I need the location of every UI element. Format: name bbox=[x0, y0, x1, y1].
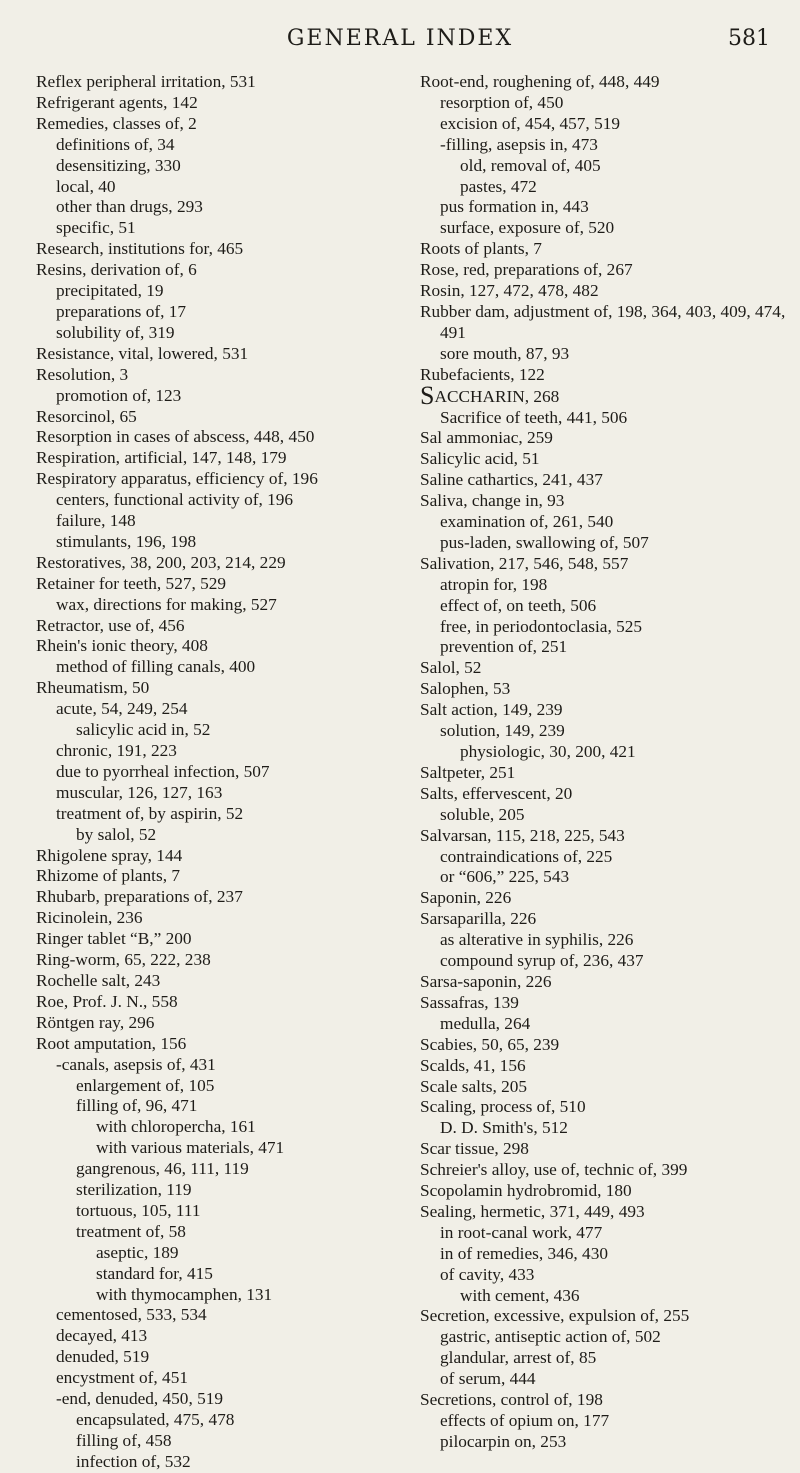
index-entry: Rose, red, preparations of, 267 bbox=[420, 260, 633, 280]
index-entry: enlargement of, 105 bbox=[76, 1075, 215, 1095]
index-entry: Resorcinol, 65 bbox=[36, 406, 137, 426]
index-entry: Sealing, hermetic, 371, 449, 493 bbox=[420, 1201, 645, 1221]
index-entry: centers, functional activity of, 196 bbox=[56, 490, 294, 510]
index-entry: Rhein's ionic theory, 408 bbox=[36, 636, 208, 656]
index-entry: in of remedies, 346, 430 bbox=[440, 1243, 608, 1263]
index-entry: Sarsaparilla, 226 bbox=[420, 909, 537, 929]
index-entry: standard for, 415 bbox=[96, 1263, 213, 1283]
index-entry: Retractor, use of, 456 bbox=[36, 615, 185, 635]
index-entry: Scopolamin hydrobromid, 180 bbox=[420, 1181, 632, 1201]
index-entry: pastes, 472 bbox=[460, 176, 537, 196]
index-entry: excision of, 454, 457, 519 bbox=[440, 113, 620, 133]
index-entry: Sacrifice of teeth, 441, 506 bbox=[440, 407, 628, 427]
index-entry: muscular, 126, 127, 163 bbox=[56, 782, 223, 802]
index-entry: Salt action, 149, 239 bbox=[420, 700, 563, 720]
index-entry: D. D. Smith's, 512 bbox=[440, 1118, 568, 1138]
index-entry: Resistance, vital, lowered, 531 bbox=[36, 343, 249, 363]
index-entry: stimulants, 196, 198 bbox=[56, 531, 197, 551]
index-entry: examination of, 261, 540 bbox=[440, 512, 614, 532]
index-entry: effect of, on teeth, 506 bbox=[440, 595, 597, 615]
index-entry: Sarsa-saponin, 226 bbox=[420, 971, 552, 991]
index-entry: Salophen, 53 bbox=[420, 679, 511, 699]
index-entry: Schreier's alloy, use of, technic of, 399 bbox=[420, 1160, 688, 1180]
index-column-left bbox=[36, 72, 406, 1473]
index-entry: denuded, 519 bbox=[56, 1347, 150, 1367]
index-entry: with thymocamphen, 131 bbox=[96, 1284, 273, 1304]
index-entry: Sassafras, 139 bbox=[420, 992, 519, 1012]
index-entry: promotion of, 123 bbox=[56, 385, 182, 405]
index-entry: Rhizome of plants, 7 bbox=[36, 866, 180, 886]
index-entry: decayed, 413 bbox=[56, 1326, 148, 1346]
index-entry: or “606,” 225, 543 bbox=[440, 867, 570, 887]
index-entry: Secretion, excessive, expulsion of, 255 bbox=[420, 1306, 690, 1326]
index-entry: Respiration, artificial, 147, 148, 179 bbox=[36, 448, 287, 468]
index-entry: Retainer for teeth, 527, 529 bbox=[36, 573, 227, 593]
index-entry: old, removal of, 405 bbox=[460, 155, 601, 175]
index-entry: of serum, 444 bbox=[440, 1369, 536, 1389]
index-entry: Scale salts, 205 bbox=[420, 1076, 528, 1096]
index-entry: due to pyorrheal infection, 507 bbox=[56, 761, 270, 781]
index-entry: sore mouth, 87, 93 bbox=[440, 343, 570, 363]
index-entry: treatment of, 58 bbox=[76, 1221, 186, 1241]
index-entry: with chloropercha, 161 bbox=[96, 1117, 256, 1137]
index-entry: Root amputation, 156 bbox=[36, 1033, 187, 1053]
index-entry: Rubefacients, 122 bbox=[420, 364, 545, 384]
index-entry: Rhubarb, preparations of, 237 bbox=[36, 887, 243, 907]
index-entry: desensitizing, 330 bbox=[56, 155, 181, 175]
index-entry: Saline cathartics, 241, 437 bbox=[420, 470, 603, 490]
drop-cap: S bbox=[420, 380, 435, 410]
index-entry: treatment of, by aspirin, 52 bbox=[56, 803, 244, 823]
index-entry: Scaling, process of, 510 bbox=[420, 1097, 586, 1117]
index-entry: free, in periodontoclasia, 525 bbox=[440, 616, 643, 636]
index-entry: effects of opium on, 177 bbox=[440, 1411, 610, 1430]
index-entry: Saponin, 226 bbox=[420, 888, 512, 908]
index-entry: Scalds, 41, 156 bbox=[420, 1055, 526, 1075]
index-entry: Salol, 52 bbox=[420, 658, 482, 678]
index-entry: physiologic, 30, 200, 421 bbox=[460, 742, 636, 761]
index-entry: Scar tissue, 298 bbox=[420, 1139, 529, 1159]
index-entry bbox=[420, 380, 792, 410]
index-entry: chronic, 191, 223 bbox=[56, 741, 177, 760]
index-entry: with various materials, 471 bbox=[96, 1138, 285, 1158]
index-entry: in root-canal work, 477 bbox=[440, 1222, 603, 1242]
index-column-right bbox=[420, 72, 792, 1453]
index-entry: Salivation, 217, 546, 548, 557 bbox=[420, 553, 629, 573]
index-entry-text: ACCHARIN, 268 bbox=[434, 386, 560, 406]
index-entry: contraindications of, 225 bbox=[440, 846, 613, 866]
running-head: GENERAL INDEX bbox=[286, 26, 514, 51]
index-entry: Rosin, 127, 472, 478, 482 bbox=[420, 281, 599, 301]
page-number: 581 bbox=[728, 26, 770, 51]
index-entry: failure, 148 bbox=[56, 511, 136, 531]
index-entry: solution, 149, 239 bbox=[440, 721, 565, 741]
index-entry: Röntgen ray, 296 bbox=[36, 1012, 155, 1032]
index-entry: as alterative in syphilis, 226 bbox=[440, 930, 634, 950]
index-entry: by salol, 52 bbox=[76, 824, 157, 844]
index-entry: Research, institutions for, 465 bbox=[36, 239, 244, 259]
index-entry: of cavity, 433 bbox=[440, 1264, 535, 1284]
index-entry: gangrenous, 46, 111, 119 bbox=[76, 1159, 249, 1179]
index-entry: other than drugs, 293 bbox=[56, 197, 203, 217]
index-entry: Ricinolein, 236 bbox=[36, 908, 143, 928]
index-entry: glandular, arrest of, 85 bbox=[440, 1348, 597, 1368]
index-entry: filling of, 458 bbox=[76, 1430, 172, 1450]
index-entry: Roe, Prof. J. N., 558 bbox=[36, 991, 178, 1011]
index-entry: aseptic, 189 bbox=[96, 1242, 179, 1262]
index-entry: surface, exposure of, 520 bbox=[440, 218, 615, 238]
index-entry: Rochelle salt, 243 bbox=[36, 970, 161, 990]
index-entry: Reflex peripheral irritation, 531 bbox=[36, 72, 256, 91]
index-entry: gastric, antiseptic action of, 502 bbox=[440, 1327, 661, 1347]
index-entry: Salts, effervescent, 20 bbox=[420, 783, 573, 803]
index-entry: -end, denuded, 450, 519 bbox=[56, 1389, 224, 1409]
index-entry: sterilization, 119 bbox=[76, 1180, 192, 1200]
index-entry: acute, 54, 249, 254 bbox=[56, 699, 188, 719]
index-entry: Ringer tablet “B,” 200 bbox=[36, 929, 192, 949]
index-entry: prevention of, 251 bbox=[440, 637, 568, 657]
index-entry: infection of, 532 bbox=[76, 1451, 191, 1471]
index-entry: definitions of, 34 bbox=[56, 134, 175, 154]
index-entry: Rhigolene spray, 144 bbox=[36, 845, 183, 865]
index-entry: Resolution, 3 bbox=[36, 364, 129, 384]
index-entry: pus-laden, swallowing of, 507 bbox=[440, 532, 649, 552]
index-entry: salicylic acid in, 52 bbox=[76, 720, 211, 740]
index-entry: compound syrup of, 236, 437 bbox=[440, 951, 644, 971]
index-entry: wax, directions for making, 527 bbox=[56, 594, 277, 614]
index-entry: soluble, 205 bbox=[440, 804, 525, 824]
index-entry: encapsulated, 475, 478 bbox=[76, 1410, 235, 1429]
index-entry: atropin for, 198 bbox=[440, 574, 548, 594]
index-entry: Roots of plants, 7 bbox=[420, 239, 542, 259]
index-entry: Resins, derivation of, 6 bbox=[36, 260, 197, 280]
index-entry: -filling, asepsis in, 473 bbox=[440, 134, 598, 154]
index-entry: -canals, asepsis of, 431 bbox=[56, 1054, 216, 1074]
index-entry: Root-end, roughening of, 448, 449 bbox=[420, 72, 660, 91]
index-entry: Salicylic acid, 51 bbox=[420, 449, 540, 469]
index-entry: local, 40 bbox=[56, 176, 116, 196]
index-entry: method of filling canals, 400 bbox=[56, 657, 256, 677]
index-entry: specific, 51 bbox=[56, 218, 136, 238]
index-entry: resorption of, 450 bbox=[440, 92, 564, 112]
index-entry: Ring-worm, 65, 222, 238 bbox=[36, 950, 211, 970]
index-entry: Sal ammoniac, 259 bbox=[420, 428, 553, 448]
index-entry: Refrigerant agents, 142 bbox=[36, 92, 198, 112]
index-entry: solubility of, 319 bbox=[56, 322, 175, 342]
page-header bbox=[0, 20, 800, 60]
index-entry: pilocarpin on, 253 bbox=[440, 1431, 567, 1451]
index-entry: Restoratives, 38, 200, 203, 214, 229 bbox=[36, 552, 286, 572]
index-entry: pus formation in, 443 bbox=[440, 197, 589, 217]
index-entry: Rubber dam, adjustment of, 198, 364, 403, 409, 474, 491 bbox=[420, 301, 786, 342]
index-entry: precipitated, 19 bbox=[56, 281, 164, 301]
index-entry: Remedies, classes of, 2 bbox=[36, 113, 197, 133]
index-entry: medulla, 264 bbox=[440, 1013, 531, 1033]
index-entry: with cement, 436 bbox=[460, 1285, 580, 1305]
index-entry: Saltpeter, 251 bbox=[420, 762, 516, 782]
index-entry: Resorption in cases of abscess, 448, 450 bbox=[36, 427, 315, 447]
index-entry: Scabies, 50, 65, 239 bbox=[420, 1034, 560, 1054]
index-entry: preparations of, 17 bbox=[56, 301, 187, 321]
index-entry: Secretions, control of, 198 bbox=[420, 1390, 603, 1410]
index-entry: encystment of, 451 bbox=[56, 1368, 188, 1388]
index-entry: Rheumatism, 50 bbox=[36, 678, 150, 698]
index-entry: Respiratory apparatus, efficiency of, 196 bbox=[36, 469, 318, 489]
index-entry: Salvarsan, 115, 218, 225, 543 bbox=[420, 825, 625, 845]
index-entry: tortuous, 105, 111 bbox=[76, 1200, 201, 1220]
index-entry: Saliva, change in, 93 bbox=[420, 491, 565, 511]
index-entry: cementosed, 533, 534 bbox=[56, 1305, 207, 1325]
index-entry: filling of, 96, 471 bbox=[76, 1096, 198, 1116]
